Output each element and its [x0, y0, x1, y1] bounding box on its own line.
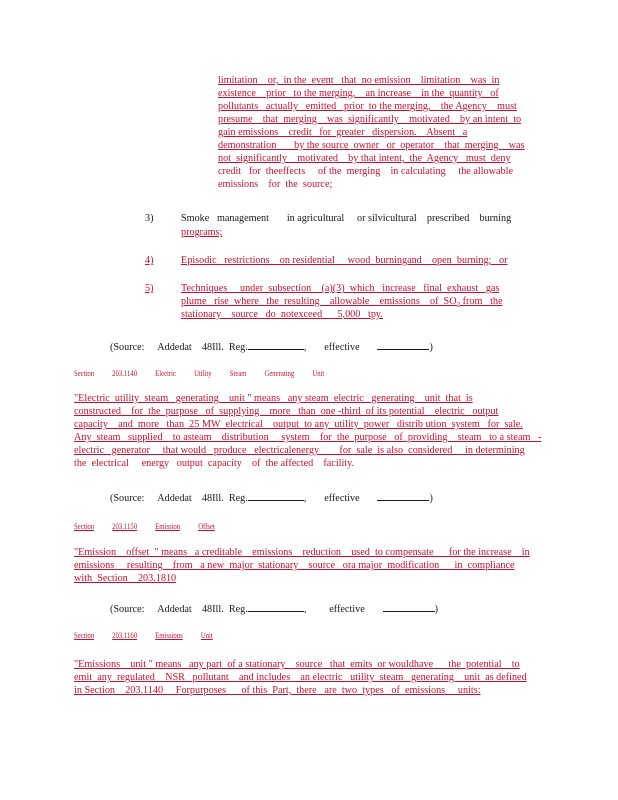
text-line: "Emissions unit " means any part of a stationary source that emits or wouldhave the potential to — [74, 659, 520, 670]
reg-label: Reg. — [228, 604, 248, 615]
added-label: Addedat — [157, 604, 192, 615]
heading-word: Utility — [194, 369, 212, 378]
heading-word: 203.1140 — [112, 369, 138, 378]
text-line: existence prior to the merging, an increase in the quantity of — [218, 88, 499, 99]
text-segment: plume rise where the resulting allowable emissions of SO — [181, 296, 457, 307]
ill-label: 48Ill. — [201, 342, 224, 353]
blank-line — [248, 601, 304, 612]
heading-word: Section — [74, 369, 95, 378]
text-line: emit any regulated NSR pollutant and includes an electric utility steam generating unit as defined — [74, 672, 527, 683]
text-line: gain emissions credit for greater dispersion. Absent a — [218, 127, 468, 138]
source-label: (Source: — [110, 493, 145, 504]
text-line: presume that merging was significantly motivated by an intent to — [218, 114, 522, 125]
text-line: constructed for the purpose of supplying more than one -third of its potential electric output — [74, 406, 499, 417]
reg-label: Reg. — [228, 493, 248, 504]
text-line: Any steam supplied to asteam distribution system for the purpose of providing steam to a steam - — [74, 432, 542, 443]
source-label: (Source: — [110, 604, 145, 615]
text-line: limitation or, in the event that no emission limitation was in — [218, 75, 500, 86]
text-line: not significantly motivated by that intent, the Agency must deny — [218, 153, 511, 164]
item-number: 4) — [145, 255, 154, 266]
text-line: "Emission offset " means a creditable emissions reduction used to compensate for the increase in — [74, 547, 530, 558]
text-line: emissions for the source; — [218, 179, 333, 190]
ill-label: 48Ill. — [201, 493, 224, 504]
reg-label: Reg. — [228, 342, 248, 353]
heading-word: 203.1150 — [112, 522, 138, 531]
heading-word: Offset — [198, 522, 215, 531]
close-paren: ) — [429, 493, 433, 504]
text-line: capacity and more than 25 MW electrical output to any utility power distrib ution system for sale. — [74, 419, 523, 430]
text-line: stationary source do notexceed 5,000 tpy. — [181, 309, 383, 320]
heading-word: Unit — [312, 369, 325, 378]
comma: , — [303, 493, 307, 504]
comma: , — [303, 342, 307, 353]
text-line: electric generator that would produce electricalenergy for sale is also considered in determining — [74, 445, 525, 456]
text-line: emissions resulting from a new major stationary source ora major modification in compliance — [74, 560, 515, 571]
effective-label: effective — [324, 493, 360, 504]
close-paren: ) — [429, 342, 433, 353]
blank-line — [248, 490, 304, 501]
text-line: pollutants actually emitted prior to the merging, the Agency must — [218, 101, 517, 112]
text-line: "Electric utility steam generating unit " means any steam electric generating unit that is — [74, 393, 473, 404]
text-line: with Section 203.1810 — [74, 573, 177, 584]
blank-line — [377, 490, 429, 501]
text-line: Smoke management in agricultural or silvicultural prescribed burning — [181, 213, 512, 224]
close-paren: ) — [434, 604, 438, 615]
heading-word: Emissions — [155, 631, 183, 640]
source-label: (Source: — [110, 342, 145, 353]
effective-label: effective — [329, 604, 365, 615]
item-number: 5) — [145, 283, 154, 294]
text-line: the electrical energy output capacity of the affected facility. — [74, 458, 355, 469]
text-line: Episodic restrictions on residential wood burningand open burning; or — [181, 255, 508, 266]
text-segment: from the — [460, 296, 503, 307]
heading-word: Section — [74, 631, 95, 640]
heading-word: Steam — [229, 369, 247, 378]
section-heading — [74, 631, 231, 641]
text-line: in Section 203.1140 Forpurposes of this Part, there are two types of emissions units: — [74, 685, 481, 696]
ill-label: 48Ill. — [201, 604, 224, 615]
heading-word: 203.1160 — [112, 631, 138, 640]
heading-word: Emission — [155, 522, 181, 531]
subscript: 2 — [456, 301, 461, 310]
blank-line — [377, 339, 429, 350]
item-number: 3) — [145, 213, 154, 224]
source-note — [110, 490, 433, 505]
added-label: Addedat — [157, 342, 192, 353]
source-note — [110, 339, 433, 354]
section-heading — [74, 522, 233, 532]
heading-word: Electric — [155, 369, 177, 378]
text-line: programs; — [181, 227, 223, 238]
text-line: demonstration by the source owner or operator that merging was — [218, 140, 525, 151]
text-line: Techniques under subsection (a)(3) which increase final exhaust gas — [181, 283, 500, 294]
heading-word: Section — [74, 522, 95, 531]
effective-label: effective — [324, 342, 360, 353]
comma: , — [303, 604, 307, 615]
blank-line — [248, 339, 304, 350]
heading-word: Unit — [200, 631, 213, 640]
heading-word: Generating — [264, 369, 295, 378]
source-note — [110, 601, 438, 616]
section-heading — [74, 369, 342, 379]
added-label: Addedat — [157, 493, 192, 504]
text-line: credit for theeffects of the merging in calculating the allowable — [218, 166, 513, 177]
blank-line — [383, 601, 435, 612]
